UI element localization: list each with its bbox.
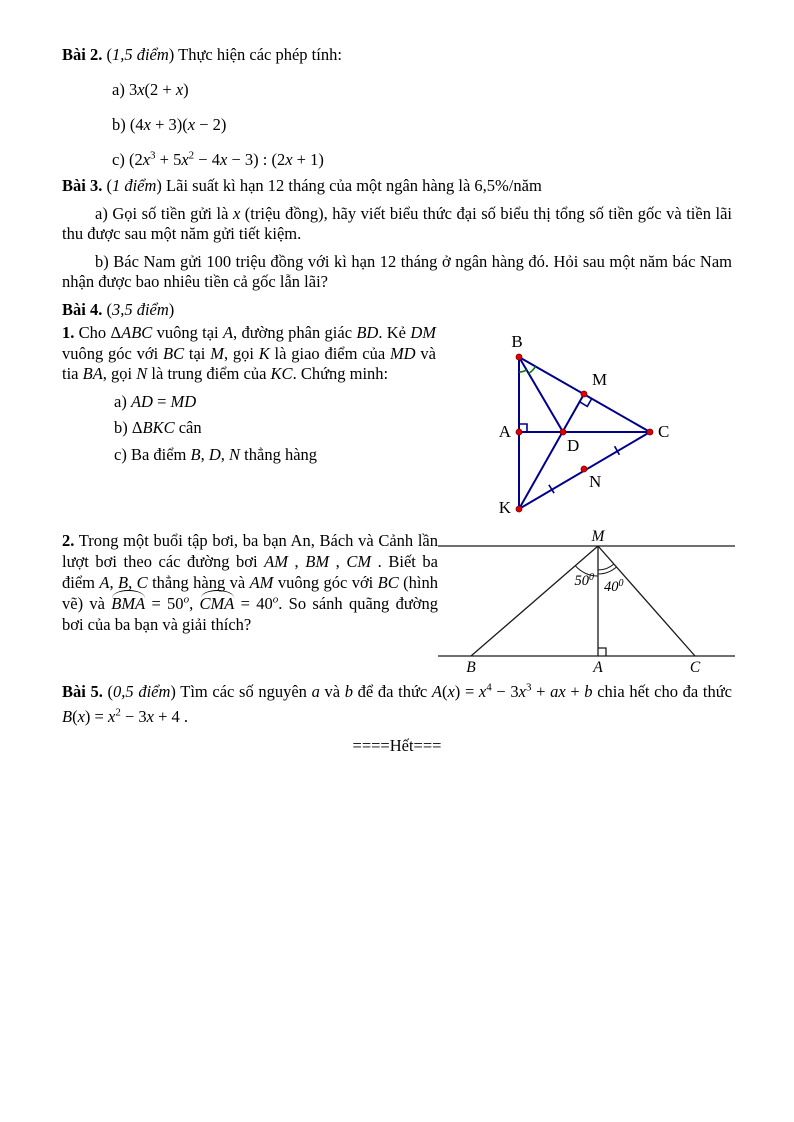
bai4-problem2-row: [62, 530, 732, 676]
bai4-problem1-text: 1. Cho ΔABC vuông tại A, đường phân giác BD. Kẻ DM vuông góc với BC tại M, gọi K là giao điểm của MD và tia BA, gọi N là trung điểm của KC. Chứng minh:: [62, 323, 436, 383]
label-M2: M: [591, 530, 605, 545]
point-C: [647, 429, 653, 435]
label-B2: B: [466, 659, 476, 676]
end-marker: ====Hết===: [352, 736, 442, 755]
angle-label-50: $50^0$: [574, 572, 594, 589]
label-B: B: [511, 332, 523, 351]
bai4-problem1-row: [62, 323, 732, 530]
angle-arc-B-2: [529, 366, 536, 373]
bai2-items: [112, 79, 732, 171]
angle-label-40: $40^0$: [604, 578, 624, 595]
label-M: M: [592, 370, 608, 389]
segment-MC: [598, 546, 695, 656]
point-N: [581, 466, 587, 472]
label-A: A: [498, 422, 511, 441]
label-A2: A: [593, 659, 603, 676]
right-angle-mark-A2: [598, 648, 606, 656]
problem1-item-c: c) Ba điểm B, D, N thẳng hàng: [114, 444, 318, 464]
label-D: D: [567, 436, 580, 455]
figure-triangle-bisector: [455, 329, 765, 525]
bai2-item-a: a) 3x(2 + x): [112, 80, 189, 99]
bai3-heading: Bài 3. (1 điểm) Lãi suất kì hạn 12 tháng của một ngân hàng là 6,5%/năm: [62, 176, 542, 195]
label-C2: C: [689, 659, 701, 676]
bai5-text: Bài 5. (0,5 điểm) Tìm các số nguyên a và b để đa thức $A(x) = x^4 - 3x^3$ + ax + b chia hết cho đa thức $B(x) = x^2 - 3x + 4$ .: [62, 681, 732, 726]
angle-arc-B-1: [519, 370, 527, 372]
bai3-para-b: b) Bác Nam gửi 100 triệu đồng với kì hạn 12 tháng ở ngân hàng đó. Hỏi sau một năm bác Nam nhận được bao nhiêu tiền cả gốc lẫn lãi?: [62, 252, 732, 291]
bai4-problem2-text: 2. Trong một buổi tập bơi, ba bạn An, Bách và Cảnh lần lượt bơi theo các đường bơi AM , BM , CM . Biết ba điểm A, B, C thẳng hàng và AM vuông góc với BC (hình vẽ) và BMA = $50^o$, CMA = $40^o$. So sánh quãng đường bơi của ba bạn và giải thích?: [62, 531, 438, 634]
bai3-para-a: a) Gọi số tiền gửi là x (triệu đồng), hãy viết biểu thức đại số biểu thị tổng số tiền gốc và tiền lãi thu được sau một năm gửi tiết kiệm.: [62, 204, 732, 243]
label-K: K: [498, 498, 511, 517]
point-K: [516, 506, 522, 512]
point-D: [560, 429, 566, 435]
problem1-item-a: a) AD = MD: [114, 391, 197, 411]
bai4-heading: Bài 4. (3,5 điểm): [62, 300, 175, 319]
segment-BD: [519, 357, 563, 432]
label-C: C: [658, 422, 670, 441]
point-M: [581, 391, 587, 397]
segment-MB: [471, 546, 598, 656]
point-B: [516, 354, 522, 360]
point-A: [516, 429, 522, 435]
bai2-heading: Bài 2. (1,5 điểm) Thực hiện các phép tính:: [62, 45, 342, 64]
bai2-item-b: b) (4x + 3)(x − 2): [112, 115, 227, 134]
label-N: N: [589, 472, 602, 491]
figure-swimming-pool: [433, 530, 743, 680]
angle-arc-AMC-1: [598, 564, 614, 570]
problem1-item-b: b) ΔBKC cân: [114, 418, 202, 437]
bai2-item-c: c) $(2x^3 + 5x^2 - 4x - 3)$ : (2x + 1): [112, 149, 324, 169]
